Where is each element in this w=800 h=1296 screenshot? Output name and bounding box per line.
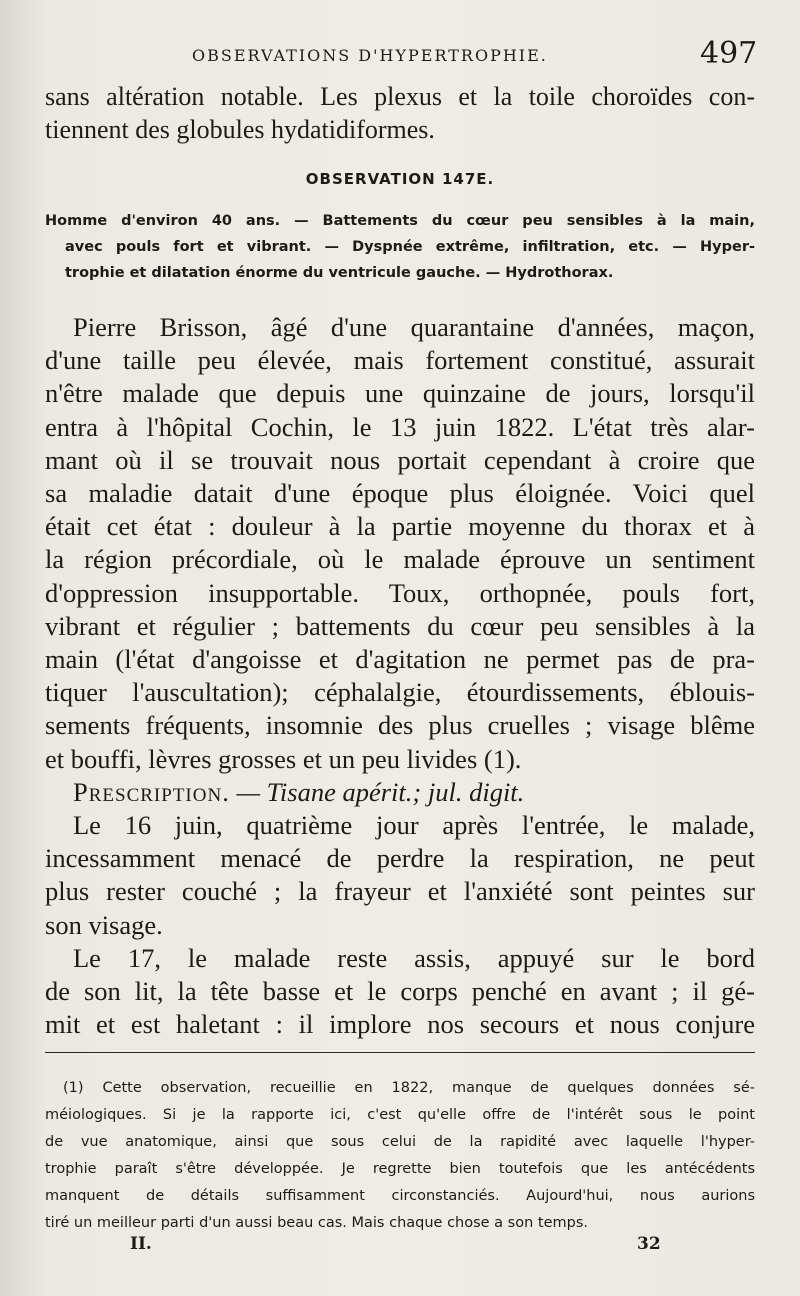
page-header xyxy=(0,36,800,76)
text-line: sans altération notable. Les plexus et la toile choroïdes con- xyxy=(45,82,755,111)
paragraph-1 xyxy=(45,311,755,776)
text-line: mit et est haletant : il implore nos secours et nous conjure xyxy=(45,1009,755,1040)
footnote-line: trophie paraît s'être développée. Je regrette bien toutefois que les antécédents xyxy=(45,1161,755,1177)
signature-mark-right: 32 xyxy=(637,1234,661,1254)
running-title: OBSERVATIONS D'HYPERTROPHIE. xyxy=(192,46,548,65)
page-number: 497 xyxy=(700,36,758,71)
text-line: son visage. xyxy=(45,909,163,940)
footnote-divider xyxy=(45,1052,755,1053)
observation-summary xyxy=(45,208,755,286)
page-footer xyxy=(0,1234,800,1264)
text-line: sa maladie datait d'une époque plus éloignée. Voici quel xyxy=(45,478,755,509)
intro-paragraph xyxy=(45,80,755,146)
text-line: tiquer l'auscultation); céphalalgie, étourdissements, éblouis- xyxy=(45,677,755,708)
footnote-line: (1) Cette observation, recueillie en 1822, manque de quelques données sé- xyxy=(63,1080,755,1096)
observation-title: OBSERVATION 147E. xyxy=(305,170,495,188)
paragraph-2 xyxy=(45,809,755,942)
text-line: était cet état : douleur à la partie moyenne du thorax et à xyxy=(45,511,755,542)
text-line: d'une taille peu élevée, mais fortement constitué, assurait xyxy=(45,345,755,376)
footnote xyxy=(45,1075,755,1237)
text-line: main (l'état d'angoisse et d'agitation ne permet pas de pra- xyxy=(45,644,755,675)
signature-mark-left: II. xyxy=(130,1234,152,1254)
text-line: mant où il se trouvait nous portait cependant à croire que xyxy=(45,444,755,475)
text-line: Le 16 juin, quatrième jour après l'entrée, le malade, xyxy=(73,810,755,841)
text-line: et bouffi, lèvres grosses et un peu livides (1). xyxy=(45,743,522,774)
prescription-line xyxy=(45,776,755,809)
prescription-label: Prescription. xyxy=(73,776,230,807)
text-line: la région précordiale, où le malade éprouve un sentiment xyxy=(45,544,755,575)
text-line: incessamment menacé de perdre la respiration, ne peut xyxy=(45,843,755,874)
footnote-line: manquent de détails suffisamment circonstanciés. Aujourd'hui, nous aurions xyxy=(45,1188,755,1204)
text-line: plus rester couché ; la frayeur et l'anxiété sont peintes sur xyxy=(45,876,755,907)
footnote-line: tiré un meilleur parti d'un aussi beau cas. Mais chaque chose a son temps. xyxy=(45,1215,588,1231)
summary-line: trophie et dilatation énorme du ventricule gauche. — Hydrothorax. xyxy=(65,265,614,281)
footnote-line: de vue anatomique, ainsi que sous celui de la rapidité avec laquelle l'hyper- xyxy=(45,1134,755,1150)
text-line: sements fréquents, insomnie des plus cruelles ; visage blême xyxy=(45,710,755,741)
prescription-text: — Tisane apérit.; jul. digit. xyxy=(229,776,525,807)
footnote-line: méiologiques. Si je la rapporte ici, c'est qu'elle offre de l'intérêt sous le point xyxy=(45,1107,755,1123)
text-line: entra à l'hôpital Cochin, le 13 juin 1822. L'état très alar- xyxy=(45,411,755,442)
observation-body xyxy=(45,311,755,1041)
text-line: tiennent des globules hydatidiformes. xyxy=(45,115,435,144)
summary-line: avec pouls fort et vibrant. — Dyspnée extrême, infiltration, etc. — Hyper- xyxy=(65,239,755,255)
text-line: Le 17, le malade reste assis, appuyé sur le bord xyxy=(73,942,755,973)
text-line: n'être malade que depuis une quinzaine de jours, lorsqu'il xyxy=(45,378,755,409)
text-line: Pierre Brisson, âgé d'une quarantaine d'années, maçon, xyxy=(73,312,755,342)
summary-line: Homme d'environ 40 ans. — Battements du cœur peu sensibles à la main, xyxy=(45,213,755,229)
text-line: vibrant et régulier ; battements du cœur peu sensibles à la xyxy=(45,610,755,641)
text-line: d'oppression insupportable. Toux, orthopnée, pouls fort, xyxy=(45,577,755,608)
paragraph-3 xyxy=(45,942,755,1042)
text-line: de son lit, la tête basse et le corps penché en avant ; il gé- xyxy=(45,976,755,1007)
